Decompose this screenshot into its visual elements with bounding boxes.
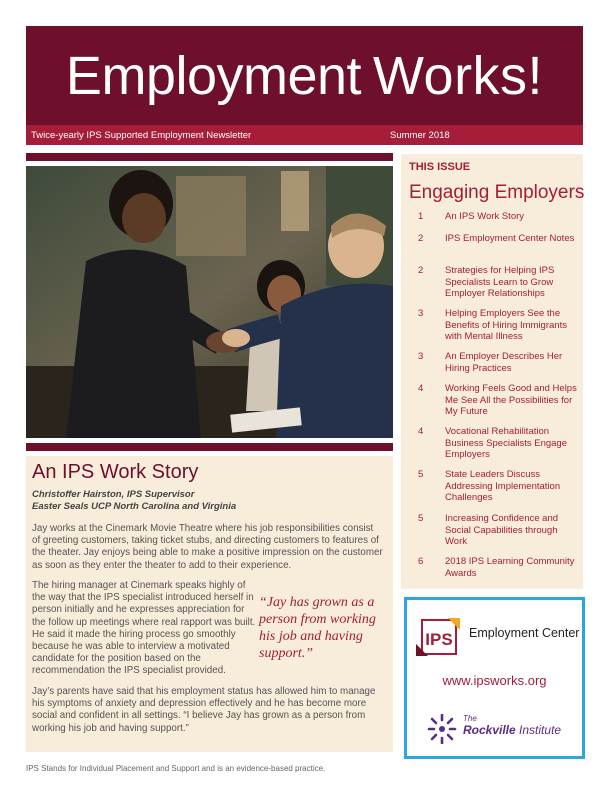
masthead-title-bold: Works! — [373, 45, 544, 106]
toc-page-number: 4 — [418, 383, 424, 394]
ips-logo-letters: IPS — [425, 630, 453, 649]
this-issue-sidebar — [401, 154, 583, 589]
ips-logo-box — [404, 597, 585, 759]
byline-organization: Easter Seals UCP North Carolina and Virginia — [32, 501, 237, 512]
handshake-photo — [26, 166, 393, 438]
pull-quote: “Jay has grown as a person from working his job and having support.” — [259, 595, 376, 661]
toc-label: Helping Employers See the Benefits of Hiring Immigrants with Mental Illness — [445, 308, 567, 342]
issue-date: Summer 2018 — [390, 130, 450, 141]
masthead — [26, 26, 583, 125]
tagline: Twice-yearly IPS Supported Employment Newsletter — [31, 130, 252, 141]
toc-label: An Employer Describes Her Hiring Practices — [445, 351, 563, 374]
toc-label: 2018 IPS Learning Community Awards — [445, 556, 575, 579]
ips-logo-icon — [416, 618, 460, 656]
rockville-burst-icon — [427, 714, 457, 744]
rockville-name — [463, 723, 561, 737]
story-paragraph-3: Jay’s parents have said that his employment status has allowed him to manage his symptoms of anxiety and depression effectively and he has become more social and confident in all settings. “I believe Jay has grown as a person from working his job and having support.” — [32, 686, 376, 734]
toc-page-number: 3 — [418, 351, 424, 362]
toc-page-number: 2 — [418, 265, 424, 276]
toc-page-number: 3 — [418, 308, 424, 319]
story-paragraph-2: The hiring manager at Cinemark speaks highly of the way that the IPS specialist introduced herself in person initially and he expresses appreciation for the follow up meetings where real rapport was built. He said it made the hiring process go smoothly because he was able to interview a motivated candidate for the position based on the recommendation the IPS specialist provided. — [32, 580, 256, 677]
photo-bottom-rule — [26, 443, 393, 451]
this-issue-heading: THIS ISSUE — [409, 161, 471, 173]
toc-page-number: 5 — [418, 513, 424, 524]
toc-page-number: 4 — [418, 426, 424, 437]
handshake-photo-illustration — [26, 166, 393, 438]
byline-author: Christoffer Hairston, IPS Supervisor — [32, 489, 195, 500]
photo-top-rule — [26, 153, 393, 161]
story-title: An IPS Work Story — [32, 461, 199, 483]
rockville-institute-logo — [427, 714, 577, 744]
toc-label: State Leaders Discuss Addressing Implementation Challenges — [445, 469, 561, 503]
story-panel — [26, 456, 393, 752]
toc-label: An IPS Work Story — [445, 211, 525, 222]
toc-page-number: 5 — [418, 469, 424, 480]
toc-label: Strategies for Helping IPS Specialists Learn to Grow Employer Relationships — [445, 265, 555, 299]
rockville-name-institute: Institute — [519, 723, 562, 737]
story-byline — [32, 489, 236, 513]
toc-label: IPS Employment Center Notes — [445, 233, 575, 244]
toc-page-number: 2 — [418, 233, 424, 244]
rockville-name-bold: Rockville — [463, 723, 516, 737]
toc-label: Increasing Confidence and Social Capabilities through Work — [445, 513, 559, 547]
issue-theme-title: Engaging Employers — [409, 182, 585, 203]
toc-label: Vocational Rehabilitation Business Specialists Engage Employers — [445, 426, 567, 460]
toc-label: Working Feels Good and Helps Me See All the Possibilities for My Future — [445, 383, 577, 417]
story-paragraph-1: Jay works at the Cinemark Movie Theatre where his job responsibilities consist of greeting customers, taking ticket stubs, and directing customers to features of the theater. Jay enjoys being able to make a positive impression on the customer as soon as they enter the theater to add to their experience. — [32, 523, 383, 571]
masthead-title-light: Employment — [65, 45, 362, 106]
toc-page-number: 1 — [418, 211, 424, 222]
rockville-the: The — [463, 714, 477, 723]
website-link[interactable]: www.ipsworks.org — [442, 673, 547, 688]
employment-center-name: Employment Center — [469, 626, 580, 640]
toc-page-number: 6 — [418, 556, 424, 567]
footer-note: IPS Stands for Individual Placement and Support and is an evidence-based practice. — [26, 764, 326, 773]
masthead-subbar — [26, 125, 583, 145]
